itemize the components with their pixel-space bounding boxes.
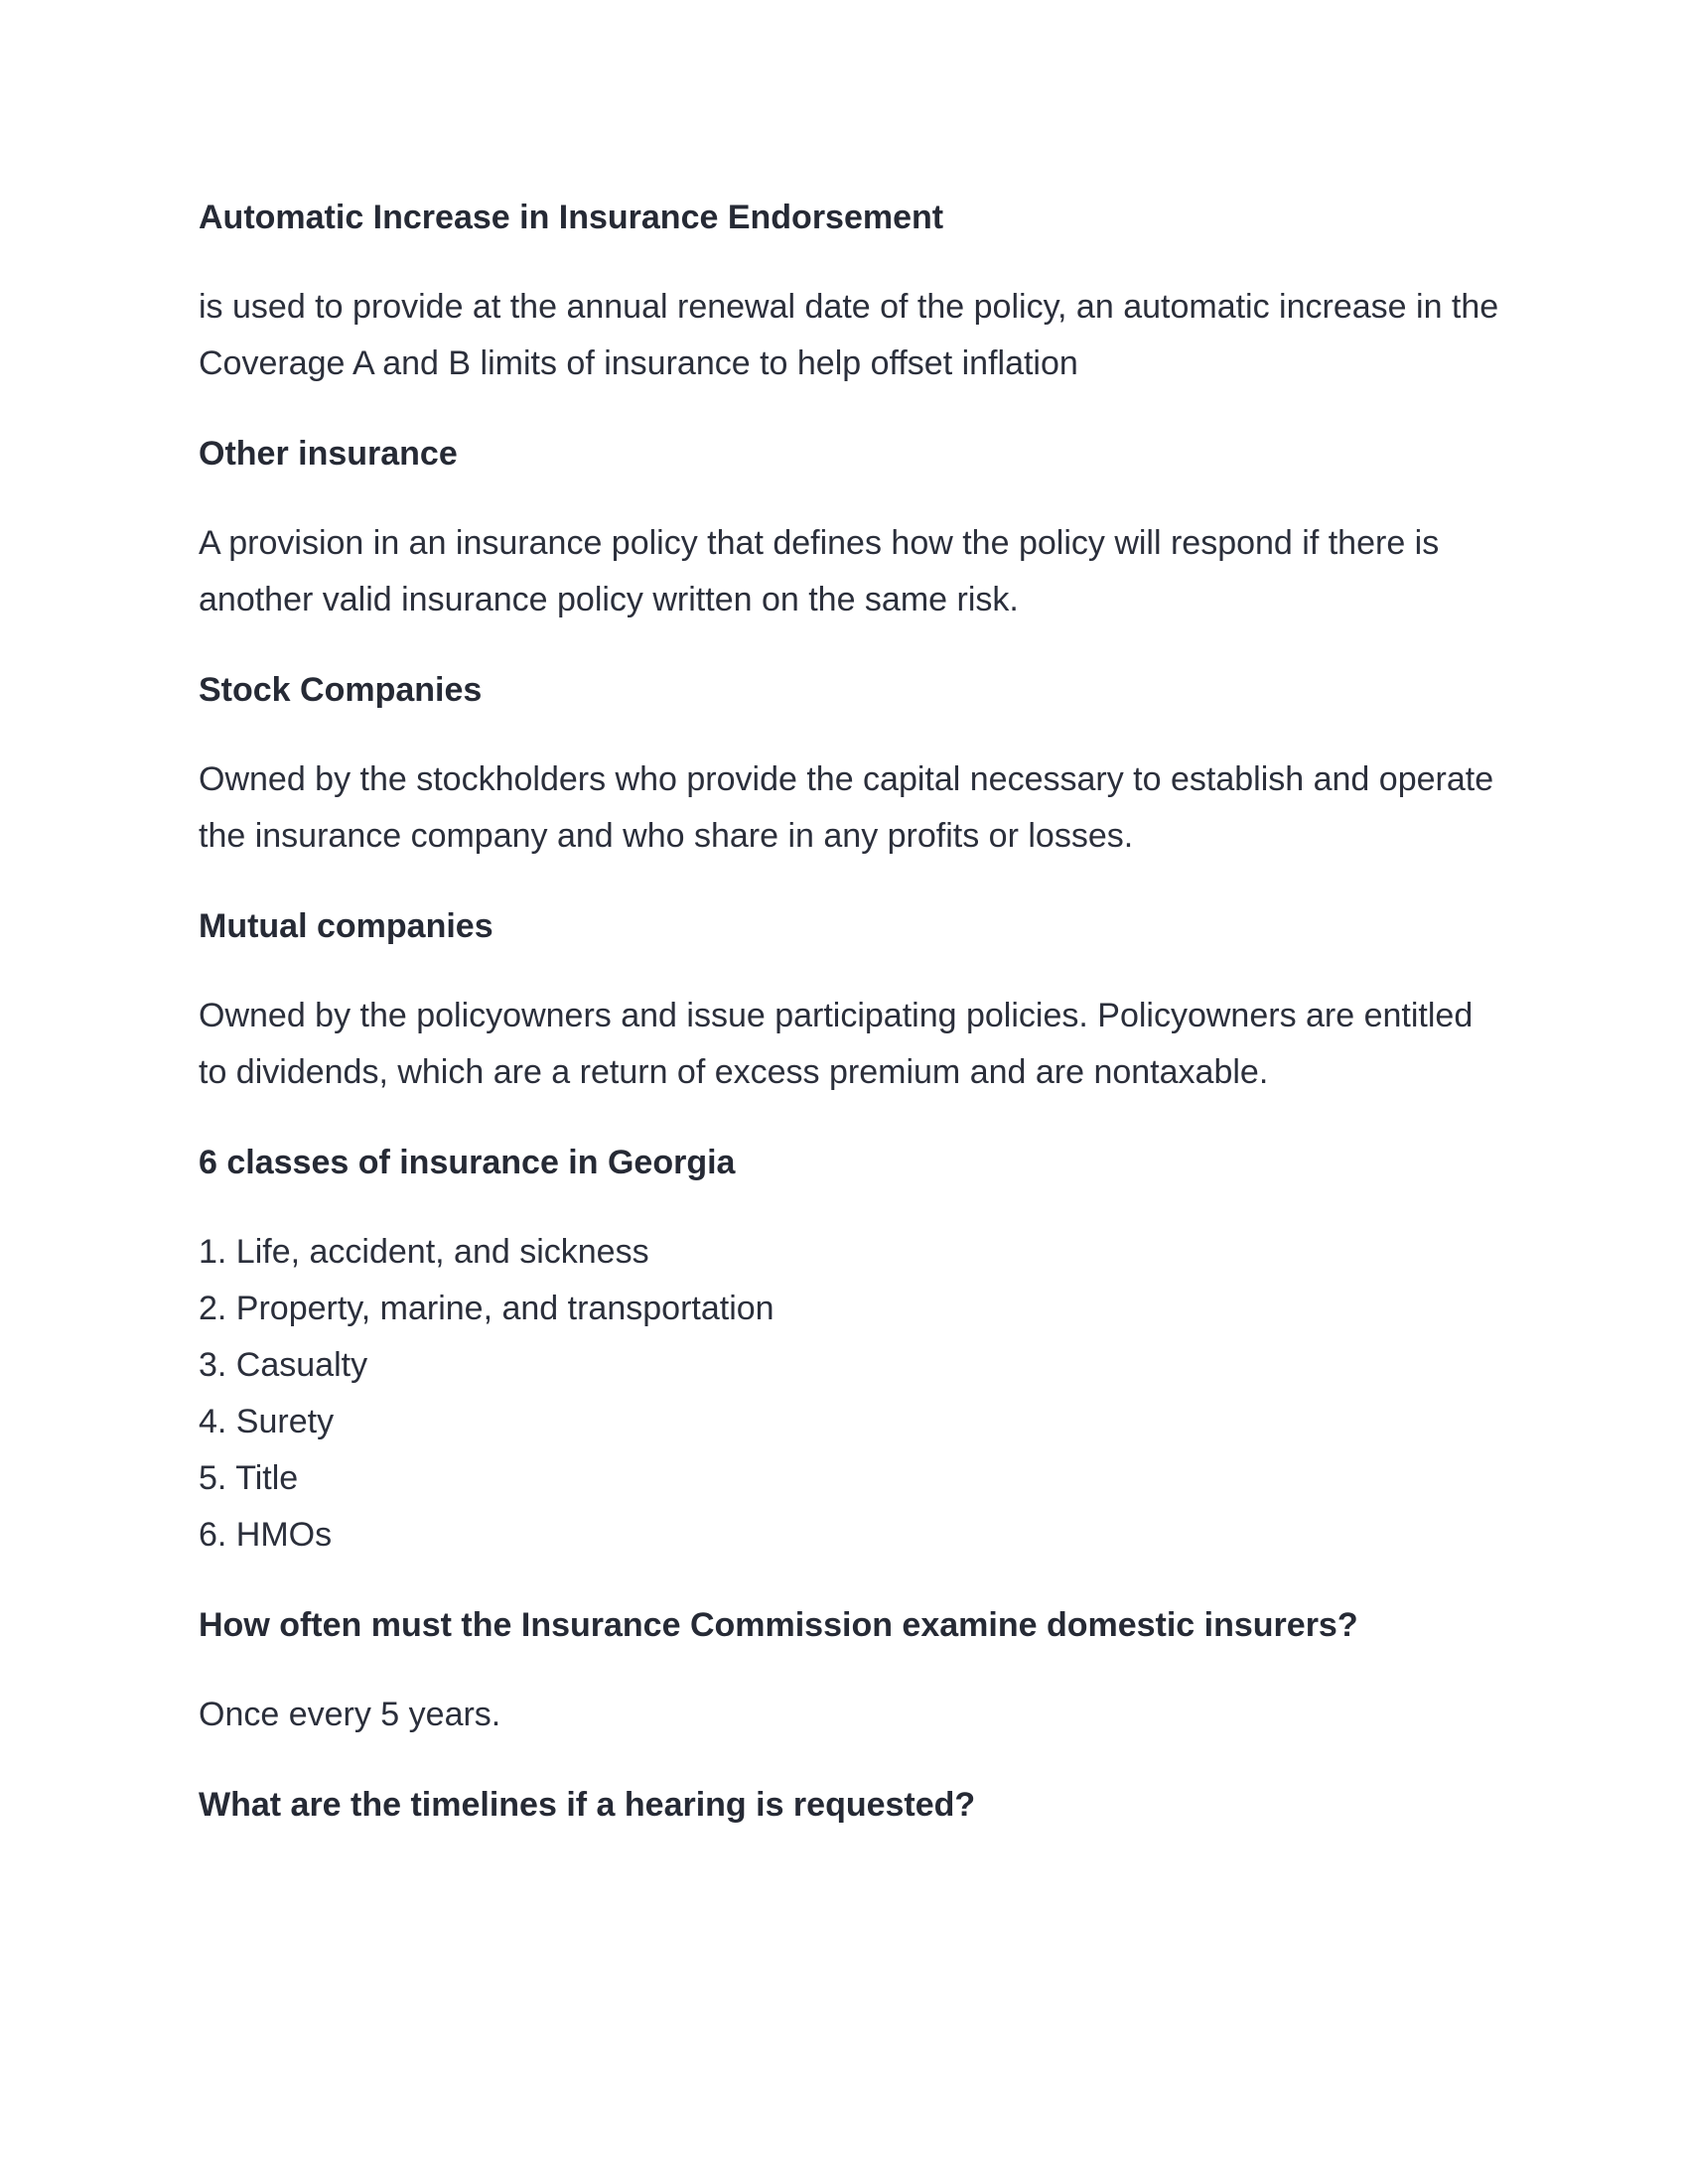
list-item: 3. Casualty xyxy=(199,1346,368,1384)
list-item: 4. Surety xyxy=(199,1403,335,1440)
term-definition: is used to provide at the annual renewal date of the policy, an automatic increase in the Coverage A and B limits of insurance to help offset inflation xyxy=(199,288,1499,382)
term-heading: Mutual companies xyxy=(199,907,493,945)
term-heading: Other insurance xyxy=(199,435,458,473)
term-definition: A provision in an insurance policy that defines how the policy will respond if there is another valid insurance policy written on the same risk. xyxy=(199,524,1440,618)
term-definition: Owned by the stockholders who provide the capital necessary to establish and operate the insurance company and who share in any profits or losses. xyxy=(199,760,1494,855)
term-heading: How often must the Insurance Commission examine domestic insurers? xyxy=(199,1606,1358,1644)
term-definition: Once every 5 years. xyxy=(199,1696,501,1733)
list-item: 6. HMOs xyxy=(199,1516,333,1554)
list-item: 2. Property, marine, and transportation xyxy=(199,1290,774,1327)
term-heading: Automatic Increase in Insurance Endorsement xyxy=(199,199,944,236)
term-definition: Owned by the policyowners and issue participating policies. Policyowners are entitled to dividends, which are a return of excess premium and are nontaxable. xyxy=(199,997,1474,1091)
term-heading: What are the timelines if a hearing is requested? xyxy=(199,1786,976,1824)
term-heading: 6 classes of insurance in Georgia xyxy=(199,1144,736,1181)
term-heading: Stock Companies xyxy=(199,671,483,709)
insurance-classes-list xyxy=(199,1224,1509,1564)
document-page xyxy=(199,189,1509,1866)
list-item: 5. Title xyxy=(199,1459,299,1497)
list-item: 1. Life, accident, and sickness xyxy=(199,1233,649,1271)
